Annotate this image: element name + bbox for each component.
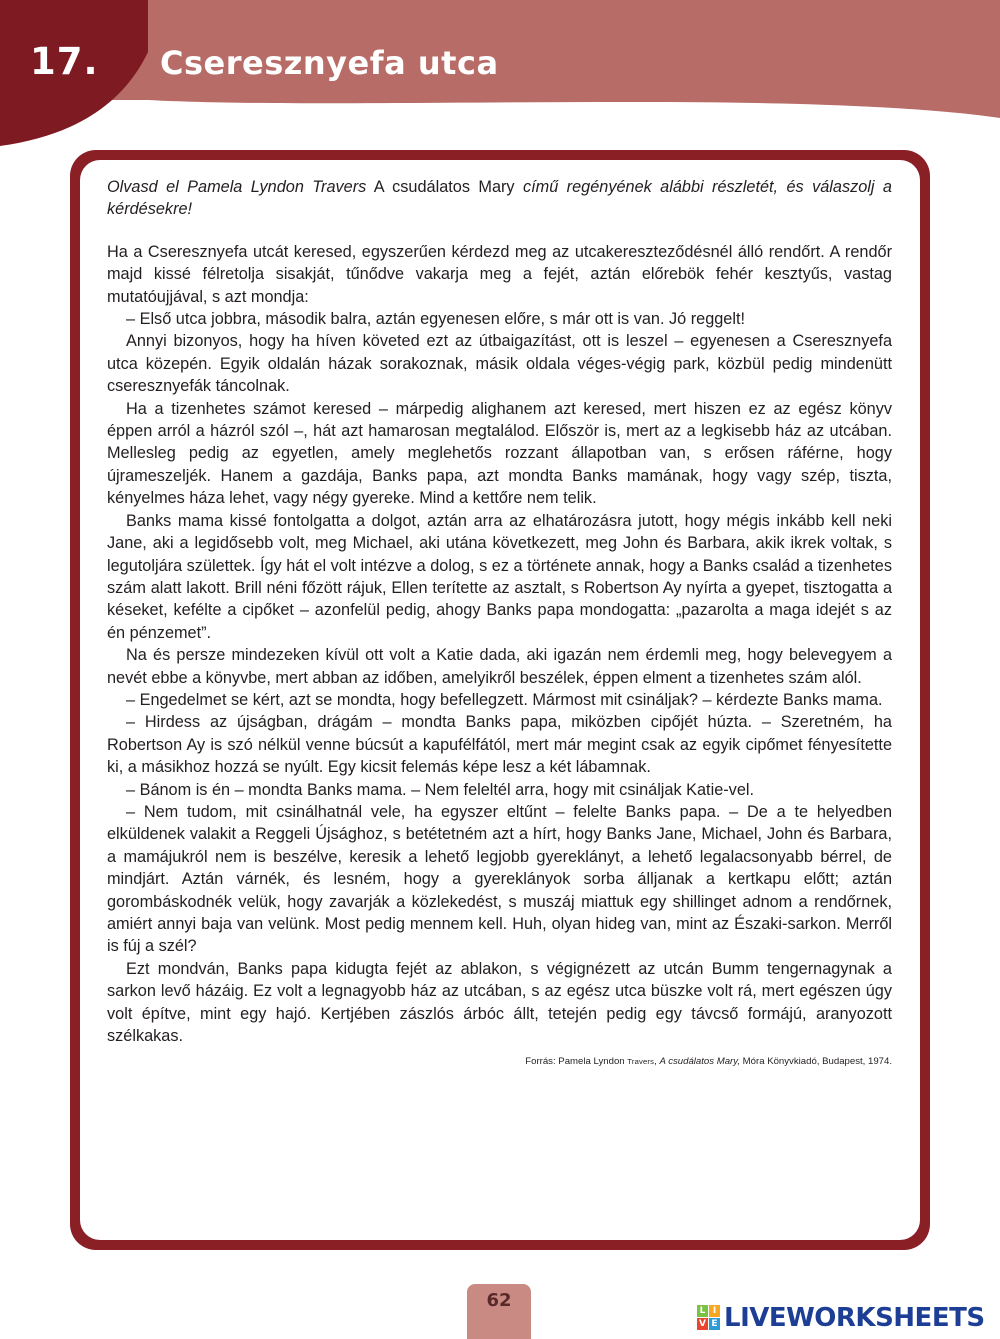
paragraph: Na és persze mindezeken kívül ott volt a Katie dada, aki igazán nem érdemli meg, hogy belevegyem a nevét ebbe a könyvbe, mert abban az időben, amelyikről beszélek, éppen elment a tizenhetes szám alól. bbox=[107, 646, 892, 687]
reading-passage bbox=[107, 176, 892, 1069]
source-citation bbox=[107, 1055, 892, 1069]
liveworksheets-logo-text: LIVEWORKSHEETS bbox=[724, 1303, 985, 1333]
source-publisher: Móra Könyvkiadó, Budapest, 1974. bbox=[740, 1056, 892, 1068]
chapter-badge-shape bbox=[0, 0, 1000, 150]
paragraph: – Első utca jobbra, második balra, aztán egyenesen előre, s már ott is van. Jó reggelt! bbox=[126, 310, 746, 329]
logo-tile-v: V bbox=[697, 1318, 708, 1330]
logo-tile-l: L bbox=[697, 1305, 708, 1317]
chapter-number: 17. bbox=[30, 40, 99, 83]
paragraph: Banks mama kissé fontolgatta a dolgot, aztán arra az elhatározásra jutott, hogy mégis inkább kell neki Jane, aki a legidősebb volt, meg Michael, aki utána következett, meg John és Barbara, akik ikrek voltak, s legutoljára születtek. Így hát el volt intézve a dolog, s ez a története annak, hogy a Banks család a tizenhetes szám alatt lakott. Brill néni főzött rájuk, Ellen terítette az asztalt, s Robertson Ay nyírta a gyepet, tisztogatta a késeket, kefélte a cipőket – azonfelül pedig, ahogy Banks papa mondogatta: „pazarolta a maga idejét s az én pénzemet”. bbox=[107, 511, 892, 642]
paragraph: Ha a Cseresznyefa utcát keresed, egyszerűen kérdezd meg az utcakereszteződésnél álló rendőrt. A rendőr majd kissé félretolja sisakját, tűnődve vakarja meg a fejét, aztán előrebök fehér kesztyűs, vastag mutatóujjával, s azt mondja: bbox=[107, 242, 892, 306]
instruction-part-1: Olvasd el Pamela Lyndon Travers bbox=[107, 178, 367, 196]
liveworksheets-logo-icon bbox=[697, 1305, 721, 1331]
paragraph: – Nem tudom, mit csinálhatnál vele, ha egyszer eltűnt – felelte Banks papa. – De a te helyedben elküldenek valakit a Reggeli Újsághoz, s betétetném azt a hírt, hogy Banks Jane, Michael, John és Barbara, a mamájukról nem is beszélve, keresik a lehető legjobb gyereklányt, a lehető legalacsonyabb bérrel, de mindjárt. Aztán várnék, és lesném, hogy a gyereklányok sorba álljanak a kertkapu előtt; aztán gorombáskodnék velük, hogy zavarják a közlekedést, s muszáj miattuk egy shillinget adnom a rendőrnek, amiért annyi baja van velünk. Most pedig mennem kell. Huh, olyan hideg van, mint az Északi-sarkon. Merről is fúj a szél? bbox=[107, 802, 892, 956]
paragraph: – Bánom is én – mondta Banks mama. – Nem feleltél arra, hogy mit csináljak Katie-vel. bbox=[126, 780, 755, 799]
source-title: A csudálatos Mary, bbox=[659, 1056, 740, 1068]
chapter-title: Cseresznyefa utca bbox=[160, 44, 499, 82]
source-author-surname: Travers bbox=[627, 1057, 655, 1067]
logo-tile-i: I bbox=[709, 1305, 720, 1317]
instruction-part-2: című regényének alábbi részletét, és válaszolj a kérdésekre! bbox=[107, 178, 892, 219]
book-title: A csudálatos Mary bbox=[366, 178, 523, 196]
paragraph: Ezt mondván, Banks papa kidugta fejét az ablakon, s végignézett az utcán Bumm tengernagynak a sarkon levő házáig. Ez volt a legnagyobb ház az utcában, s az egész utca büszke volt rá, mert egészen úgy volt építve, mint egy hajó. Kertjében zászlós árbóc állt, tetején pedig egy távcső formájú, aranyozott szélkakas. bbox=[107, 959, 892, 1046]
paragraph: – Hirdess az újságban, drágám – mondta Banks papa, miközben cipőjét húzta. – Szeretném, ha Robertson Ay is szó nélkül venne búcsút a kapufélfától, mert már megint csak az egyik cipőmet fényesítette ki, a másikhoz hozzá se nyúlt. Egy kicsit felemás képe lesz a két lábamnak. bbox=[107, 713, 892, 777]
paragraph: – Engedelmet se kért, azt se mondta, hogy befellegzett. Mármost mit csináljak? – kérdezte Banks mama. bbox=[126, 690, 883, 709]
source-prefix: Forrás: Pamela Lyndon bbox=[525, 1056, 628, 1068]
liveworksheets-logo[interactable] bbox=[697, 1303, 993, 1333]
task-instruction bbox=[107, 176, 892, 221]
page-number: 62 bbox=[486, 1290, 512, 1311]
paragraph: Annyi bizonyos, hogy ha híven követed ezt az útbaigazítást, ott is leszel – egyenesen a Cseresznyefa utca közepén. Egyik oldalán házak sorakoznak, másik oldala véges-végig park, közbül pedig mindenütt cseresznyefák táncolnak. bbox=[107, 332, 892, 396]
source-sep: , bbox=[654, 1056, 660, 1068]
logo-tile-e: E bbox=[709, 1318, 720, 1330]
paragraph: Ha a tizenhetes számot keresed – márpedig alighanem azt keresed, mert hiszen ez az egész könyv éppen arról a házról szól –, hát azt hamarosan megtalálod. Először is, mert az a legkisebb ház az utcában. Mellesleg pedig az egyetlen, amely meglehetős rozzant állapotban van, s erősen ráférne, hogy újrameszeljék. Hanem a gazdája, Banks papa, azt mondta Banks mamának, hogy vagy szép, tiszta, kényelmes háza lehet, vagy négy gyereke. Mind a kettőre nem telik. bbox=[107, 399, 892, 508]
